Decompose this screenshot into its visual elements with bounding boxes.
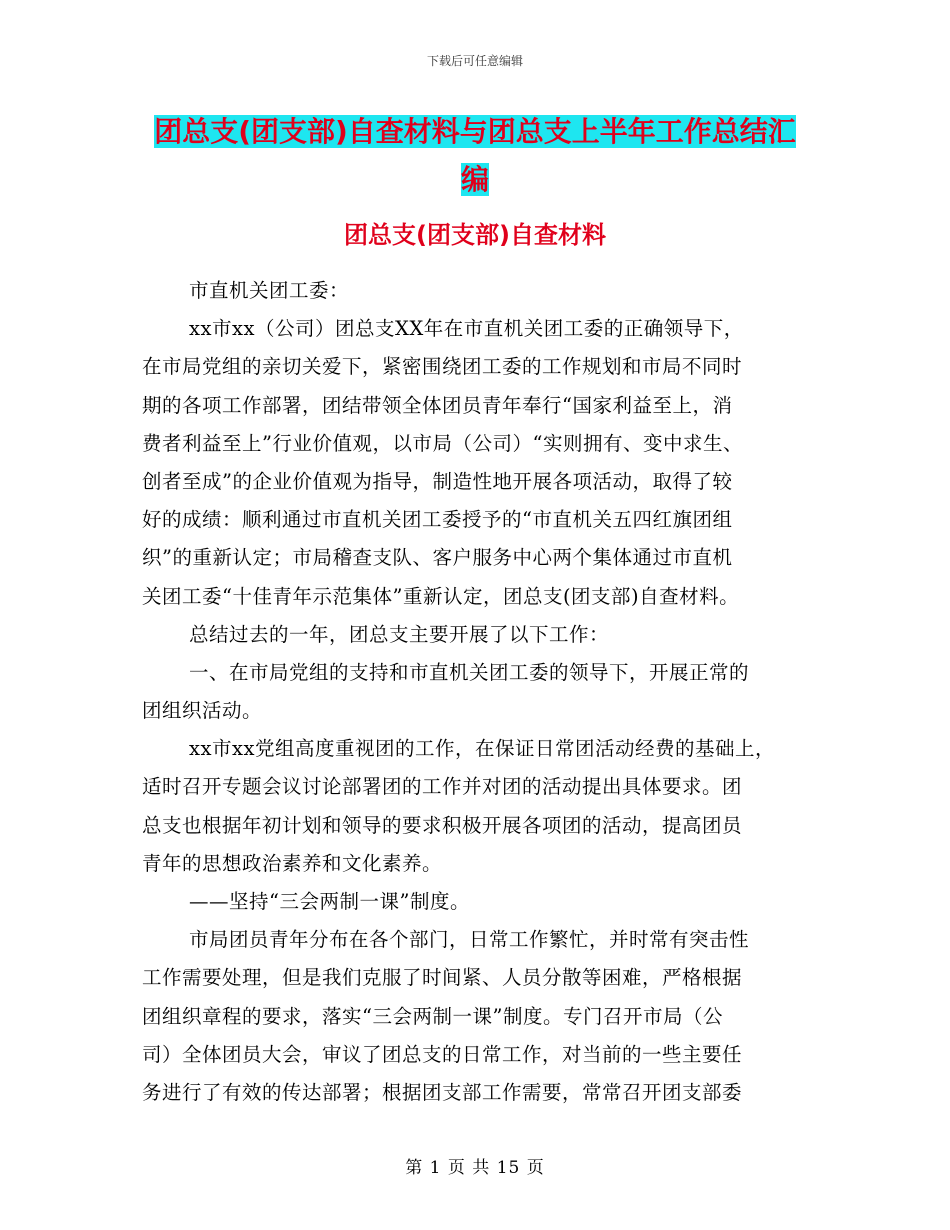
text-line: 期的各项工作部署，团结带领全体团员青年奉行“国家利益至上，消 [142, 393, 733, 417]
header-note: 下载后可任意编辑 [426, 54, 523, 68]
text-line: 务进行了有效的传达部署；根据团支部工作需要，常常召开团支部委 [142, 1080, 743, 1104]
text-line: 市局团员青年分布在各个部门，日常工作繁忙，并时常有突击性 [189, 928, 750, 952]
text-line: 司）全体团员大会，审议了团总支的日常工作，对当前的一些主要任 [142, 1042, 743, 1066]
page-footer: 第 1 页 共 15 页 [405, 1158, 545, 1178]
document-title [150, 108, 800, 204]
text-line: 一、在市局党组的支持和市直机关团工委的领导下，开展正常的 [189, 660, 750, 684]
document-title-line-2: 编 [460, 163, 489, 196]
text-line: 青年的思想政治素养和文化素养。 [142, 851, 443, 875]
text-line: 关团工委“十佳青年示范集体”重新认定，团总支(团支部)自查材料。 [142, 584, 740, 608]
section-title: 团总支(团支部)自查材料 [344, 221, 606, 249]
text-line: 适时召开专题会议讨论部署团的工作并对团的活动提出具体要求。团 [142, 775, 743, 799]
text-line: 在市局党组的亲切关爱下，紧密围绕团工委的工作规划和市局不同时 [142, 355, 743, 379]
text-line: xx市xx（公司）团总支XX年在市直机关团工委的正确领导下， [189, 317, 744, 341]
text-line: ——坚持“三会两制一课”制度。 [189, 890, 470, 913]
text-line: 工作需要处理，但是我们克服了时间紧、人员分散等困难，严格根据 [142, 966, 743, 990]
text-line: 好的成绩：顺利通过市直机关团工委授予的“市直机关五四红旗团组 [142, 508, 733, 532]
document-title-line-1: 团总支(团支部)自查材料与团总支上半年工作总结汇 [154, 115, 796, 148]
text-line: 团组织活动。 [142, 699, 263, 723]
text-line: xx市xx党组高度重视团的工作，在保证日常团活动经费的基础上， [189, 737, 775, 761]
text-line: 市直机关团工委： [189, 279, 350, 302]
text-line: 织”的重新认定；市局稽查支队、客户服务中心两个集体通过市直机 [142, 546, 733, 570]
text-line: 总结过去的一年，团总支主要开展了以下工作： [189, 622, 610, 646]
document-body [142, 272, 822, 1112]
text-line: 费者利益至上”行业价值观，以市局（公司）“实则拥有、变中求生、 [142, 431, 743, 455]
text-line: 团组织章程的要求，落实“三会两制一课”制度。专门召开市局（公 [142, 1004, 723, 1028]
text-line: 总支也根据年初计划和领导的要求积极开展各项团的活动，提高团员 [142, 813, 743, 837]
text-line: 创者至成”的企业价值观为指导，制造性地开展各项活动，取得了较 [142, 469, 733, 493]
